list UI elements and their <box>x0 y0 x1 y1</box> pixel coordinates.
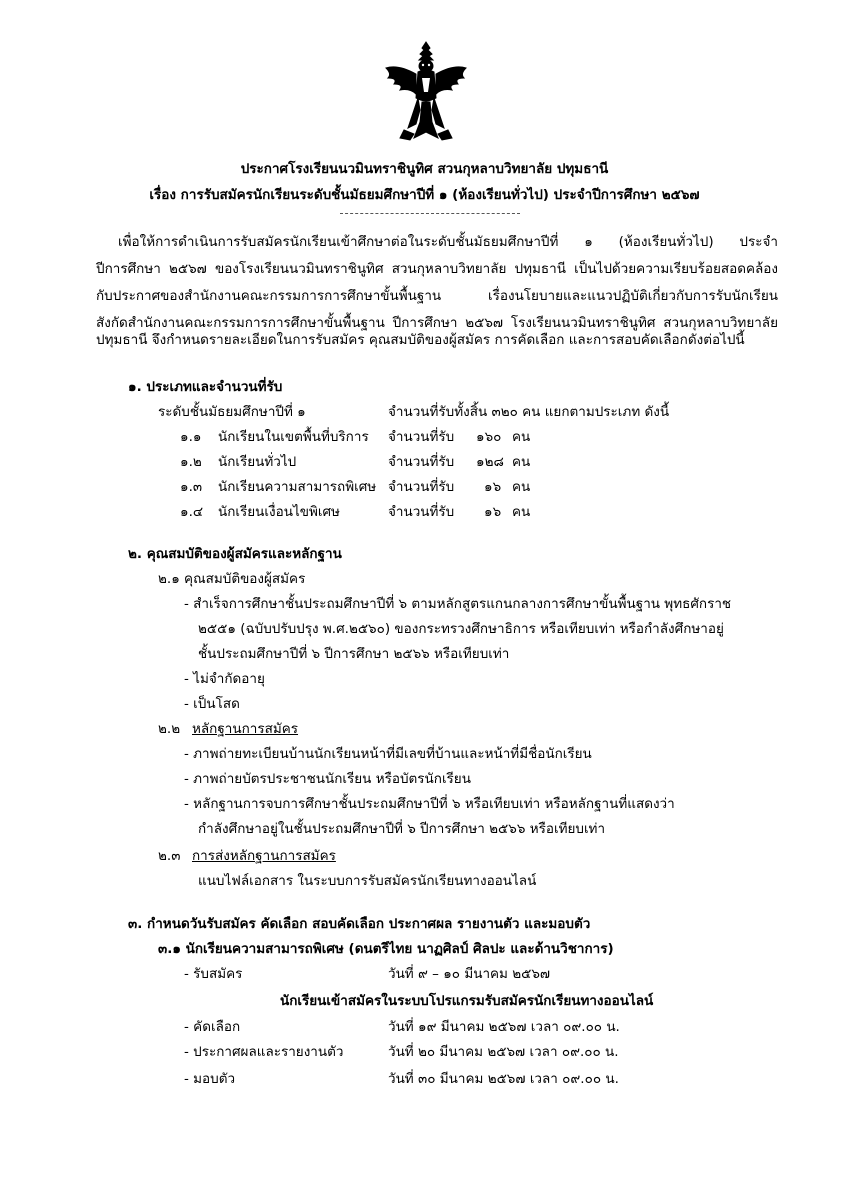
submission-text: แนบไฟล์เอกสาร ในระบบการรับสมัครนักเรียนทางออนไลน์ <box>198 873 537 889</box>
qualification-item: - เป็นโสด <box>184 696 240 712</box>
header-divider <box>340 213 520 214</box>
qualification-item: - สำเร็จการศึกษาชั้นประถมศึกษาปีที่ ๖ ตามหลักสูตรแกนกลางการศึกษาขั้นพื้นฐาน พุทธศักราช <box>184 596 732 612</box>
quota-count: ๑๖๐ <box>476 429 502 445</box>
qualification-item-cont: ๒๕๕๑ (ฉบับปรับปรุง พ.ศ.๒๕๖๐) ของกระทรวงศึกษาธิการ หรือเทียบเท่า หรือกำลังศึกษาอยู่ <box>198 621 724 637</box>
schedule-date: วันที่ ๙ – ๑๐ มีนาคม ๒๕๖๗ <box>388 966 551 982</box>
schedule-date: วันที่ ๓๐ มีนาคม ๒๕๖๗ เวลา ๐๙.๐๐ น. <box>388 1071 619 1087</box>
section-2-2-heading: หลักฐานการสมัคร <box>192 721 299 737</box>
intro-line-5: ปทุมธานี จึงกำหนดรายละเอียดในการรับสมัคร คุณสมบัติของผู้สมัคร การคัดเลือก และการสอบคัดเลือกดังต่อไปนี้ <box>96 332 745 348</box>
section-2-3-heading: การส่งหลักฐานการสมัคร <box>192 848 336 864</box>
quota-count-label: จำนวนที่รับ <box>388 454 455 470</box>
quota-label: นักเรียนทั่วไป <box>218 454 297 470</box>
intro-line-2: ปีการศึกษา ๒๕๖๗ ของโรงเรียนนวมินทราชินูทิศ สวนกุหลาบวิทยาลัย ปทุมธานี เป็นไปด้วยความเรียบร้อยสอดคล้อง <box>96 261 778 277</box>
announcement-subject: เรื่อง การรับสมัครนักเรียนระดับชั้นมัธยมศึกษาปีที่ ๑ (ห้องเรียนทั่วไป) ประจำปีการศึกษา ๒๕๖๗ <box>149 187 700 203</box>
quota-number: ๑.๓ <box>180 479 203 495</box>
quota-unit: คน <box>512 504 531 520</box>
quota-unit: คน <box>512 454 531 470</box>
section-3-heading: ๓. กำหนดวันรับสมัคร คัดเลือก สอบคัดเลือก ประกาศผล รายงานตัว และมอบตัว <box>128 916 591 932</box>
schedule-label: - มอบตัว <box>184 1071 236 1087</box>
quota-count-label: จำนวนที่รับ <box>388 429 455 445</box>
qualification-item: - ไม่จำกัดอายุ <box>184 671 265 687</box>
section-2-3-number: ๒.๓ <box>158 848 181 864</box>
quota-count-label: จำนวนที่รับ <box>388 479 455 495</box>
quota-count: ๑๖ <box>484 504 502 520</box>
schedule-label: - รับสมัคร <box>184 966 243 982</box>
section-2-heading: ๒. คุณสมบัติของผู้สมัครและหลักฐาน <box>128 546 342 562</box>
schedule-label: - ประกาศผลและรายงานตัว <box>184 1044 344 1060</box>
qualification-item-cont: ชั้นประถมศึกษาปีที่ ๖ ปีการศึกษา ๒๕๖๖ หรือเทียบเท่า <box>198 646 510 662</box>
garuda-emblem-icon <box>378 38 474 146</box>
section-1-total: จำนวนที่รับทั้งสิ้น ๓๒๐ คน แยกตามประเภท ดังนี้ <box>388 404 670 420</box>
document-item-cont: กำลังศึกษาอยู่ในชั้นประถมศึกษาปีที่ ๖ ปีการศึกษา ๒๕๖๖ หรือเทียบเท่า <box>198 821 606 837</box>
schedule-date: วันที่ ๑๙ มีนาคม ๒๕๖๗ เวลา ๐๙.๐๐ น. <box>388 1019 620 1035</box>
quota-label: นักเรียนในเขตพื้นที่บริการ <box>218 429 369 445</box>
intro-line-4: สังกัดสำนักงานคณะกรรมการการศึกษาขั้นพื้นฐาน ปีการศึกษา ๒๕๖๗ โรงเรียนนวมินทราชินูทิศ สวนกุหลาบวิทยาลัย <box>96 315 778 331</box>
quota-number: ๑.๑ <box>180 429 202 445</box>
document-item: - ภาพถ่ายบัตรประชาชนนักเรียน หรือบัตรนักเรียน <box>184 771 471 787</box>
quota-count: ๑๒๘ <box>476 454 504 470</box>
page-title: ประกาศโรงเรียนนวมินทราชินูทิศ สวนกุหลาบวิทยาลัย ปทุมธานี <box>240 161 609 177</box>
schedule-date: วันที่ ๒๐ มีนาคม ๒๕๖๗ เวลา ๐๙.๐๐ น. <box>388 1044 619 1060</box>
intro-line-1: เพื่อให้การดำเนินการรับสมัครนักเรียนเข้าศึกษาต่อในระดับชั้นมัธยมศึกษาปีที่ ๑ (ห้องเรียนทั่วไป) ประจำ <box>118 234 778 250</box>
quota-label: นักเรียนเงื่อนไขพิเศษ <box>218 504 340 520</box>
quota-unit: คน <box>512 429 531 445</box>
section-3-1-heading: ๓.๑ นักเรียนความสามารถพิเศษ (ดนตรีไทย นาฏศิลป์ ศิลปะ และด้านวิชาการ) <box>158 941 614 957</box>
quota-count: ๑๖ <box>484 479 502 495</box>
section-1-level: ระดับชั้นมัธยมศึกษาปีที่ ๑ <box>158 404 306 420</box>
document-item: - หลักฐานการจบการศึกษาชั้นประถมศึกษาปีที่ ๖ หรือเทียบเท่า หรือหลักฐานที่แสดงว่า <box>184 796 675 812</box>
schedule-label: - คัดเลือก <box>184 1019 241 1035</box>
section-2-2-number: ๒.๒ <box>158 721 181 737</box>
quota-label: นักเรียนความสามารถพิเศษ <box>218 479 377 495</box>
quota-number: ๑.๒ <box>180 454 202 470</box>
online-application-note: นักเรียนเข้าสมัครในระบบโปรแกรมรับสมัครนักเรียนทางออนไลน์ <box>280 993 654 1009</box>
quota-unit: คน <box>512 479 531 495</box>
quota-number: ๑.๔ <box>180 504 204 520</box>
quota-count-label: จำนวนที่รับ <box>388 504 455 520</box>
intro-line-3: กับประกาศของสำนักงานคณะกรรมการการศึกษาขั้นพื้นฐาน เรื่องนโยบายและแนวปฏิบัติเกี่ยวกับการรับนักเรียน <box>96 288 778 304</box>
document-item: - ภาพถ่ายทะเบียนบ้านนักเรียนหน้าที่มีเลขที่บ้านและหน้าที่มีชื่อนักเรียน <box>184 746 592 762</box>
section-1-heading: ๑. ประเภทและจำนวนที่รับ <box>128 379 283 395</box>
section-2-1-heading: ๒.๑ คุณสมบัติของผู้สมัคร <box>158 571 306 587</box>
